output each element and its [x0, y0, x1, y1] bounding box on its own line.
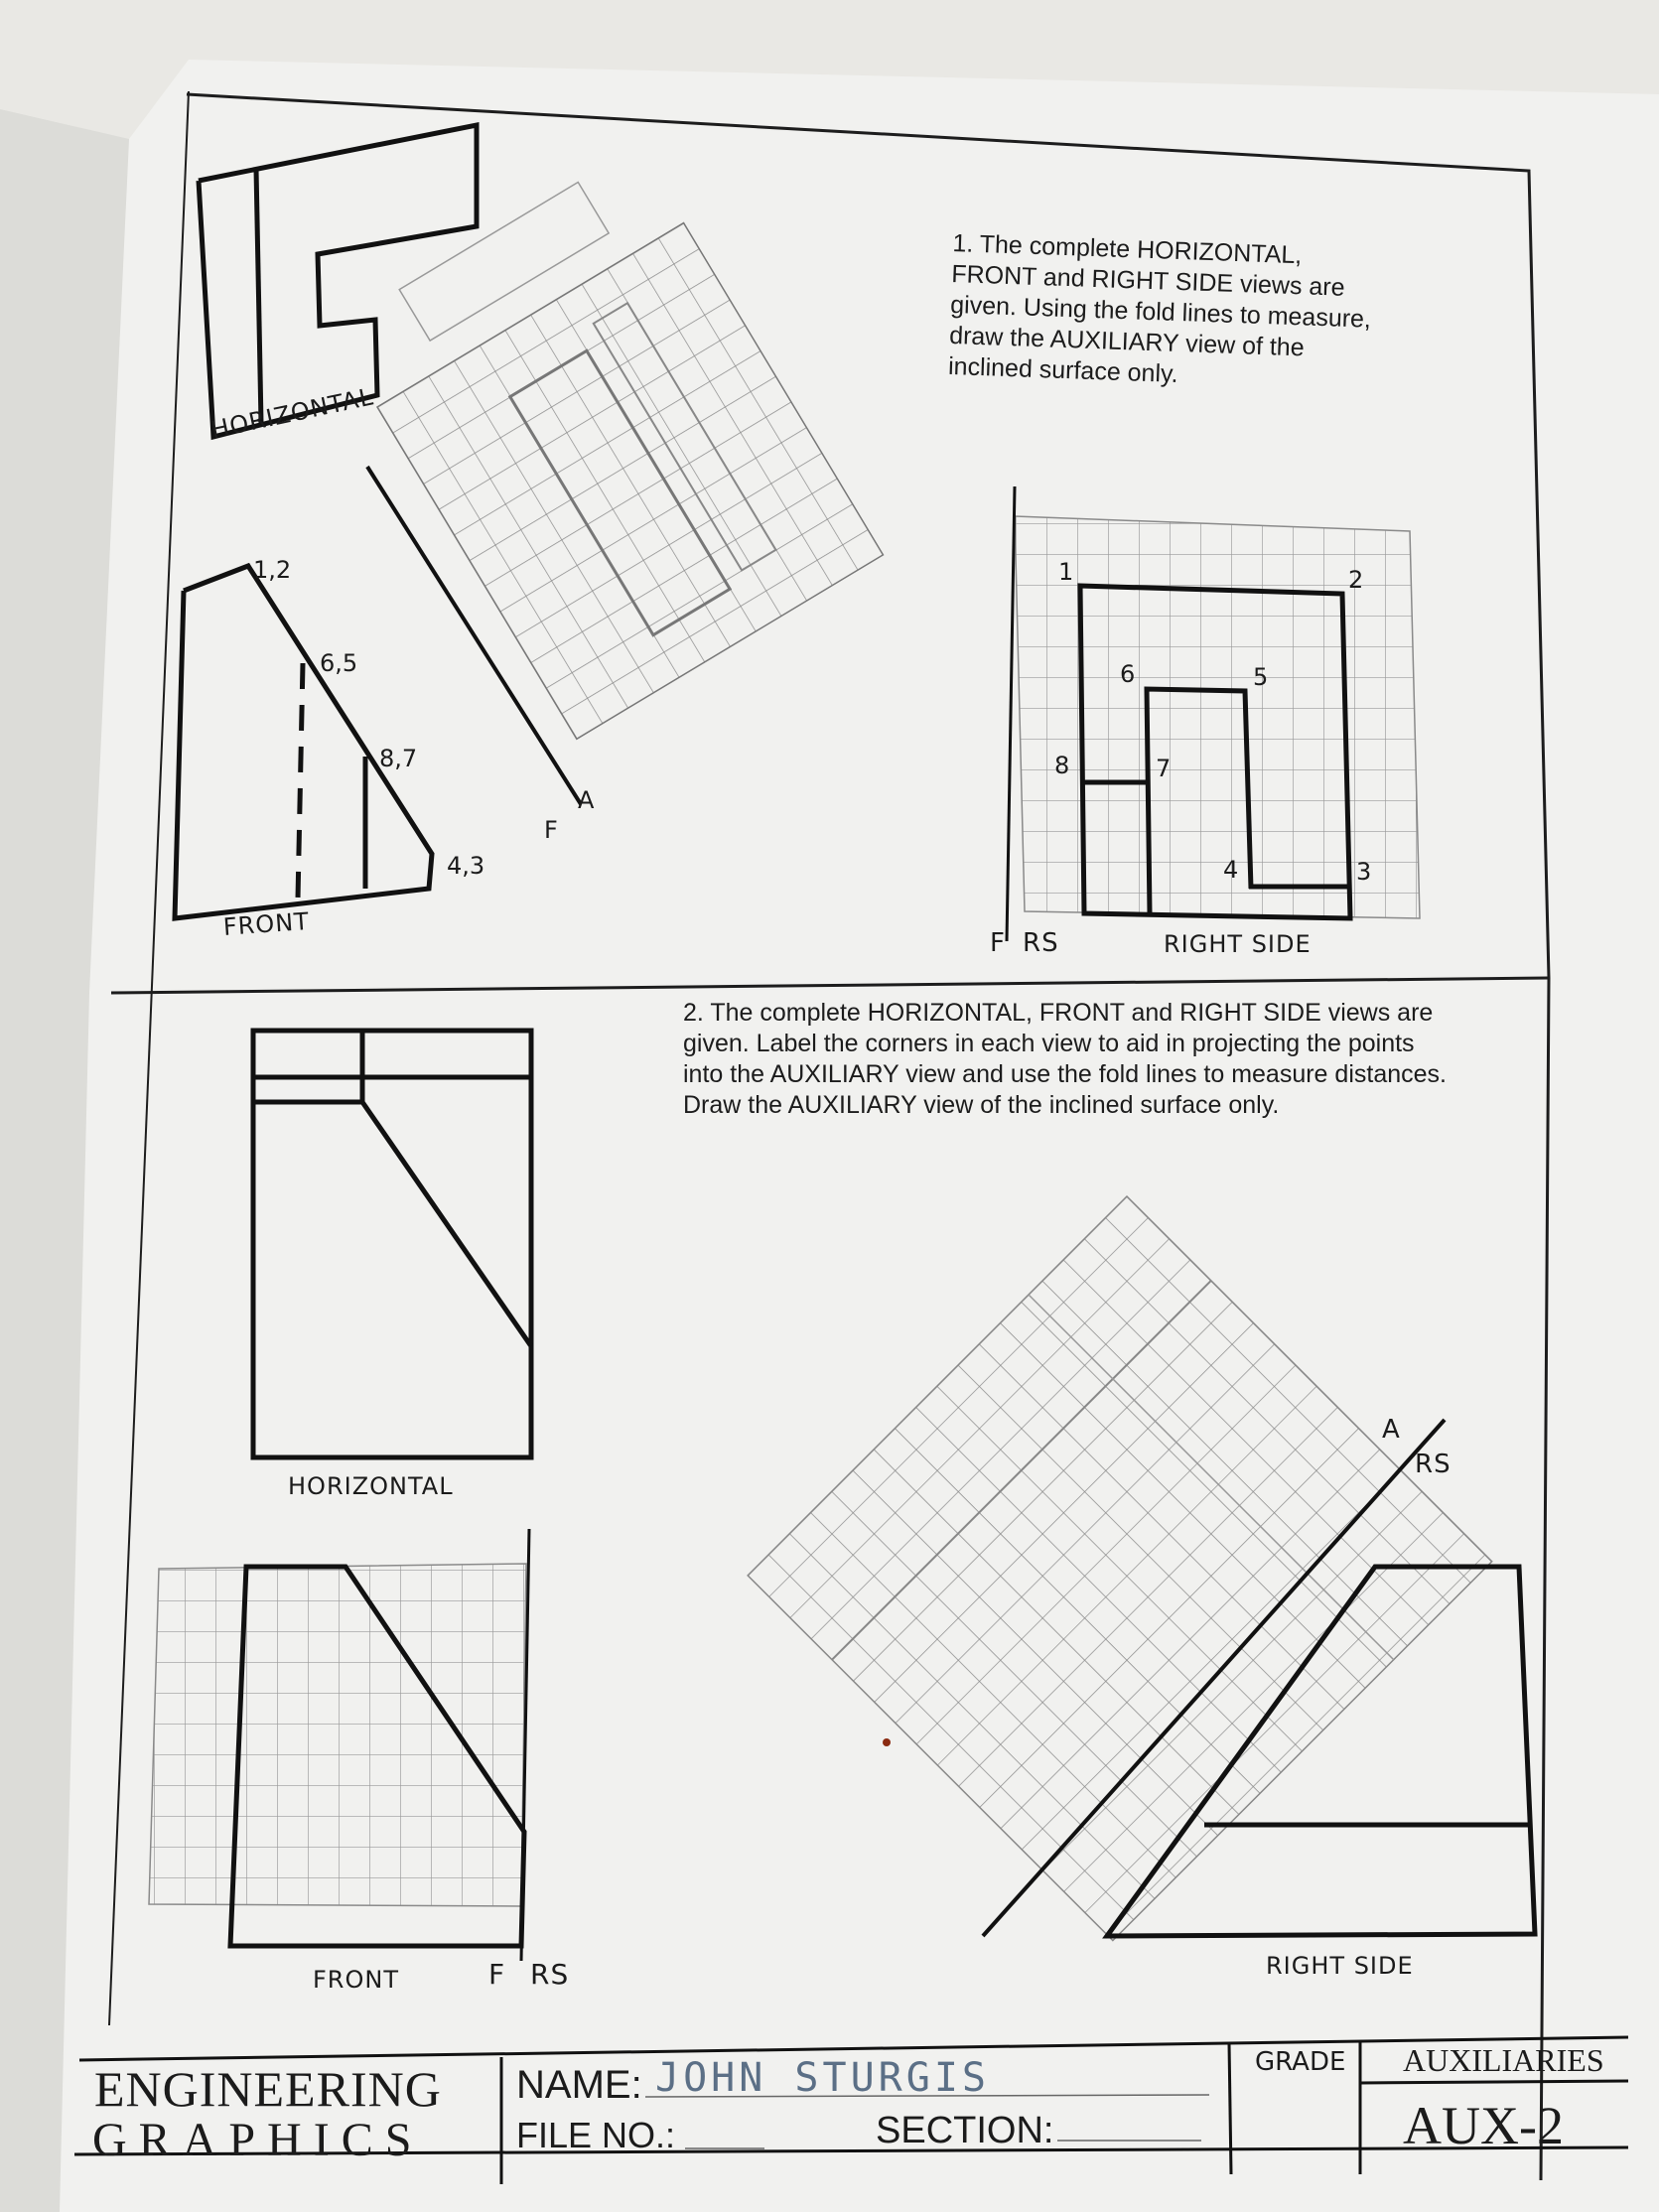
- p2-front-grid: [149, 1564, 526, 1906]
- section-label: SECTION:: [876, 2110, 1054, 2151]
- stain-dot: [883, 1738, 891, 1746]
- p1-rs-point-2: 2: [1348, 566, 1364, 594]
- p1-rs-point-1: 1: [1058, 558, 1074, 586]
- p1-fold-f-label: F: [544, 816, 558, 844]
- p1-point-8-7: 8,7: [379, 745, 418, 772]
- sheet-number: AUX-2: [1403, 2096, 1564, 2155]
- p1-rs-point-3: 3: [1356, 858, 1372, 886]
- p1-instructions: 1. The complete HORIZONTAL, FRONT and RIGHT SIDE views are given. Using the fold lines to measure, draw the AUXILIARY view of the inclined surface only.: [947, 228, 1372, 388]
- p1-front-label: FRONT: [222, 906, 311, 941]
- topic-label: AUXILIARIES: [1403, 2042, 1604, 2078]
- name-label: NAME:: [516, 2063, 642, 2107]
- p1-rs-point-7: 7: [1156, 755, 1172, 782]
- grade-label: GRADE: [1255, 2047, 1346, 2077]
- course-title-line2: GRAPHICS: [92, 2114, 424, 2166]
- name-value[interactable]: JOHN STURGIS: [655, 2055, 990, 2101]
- p2-fold-f-label: F: [488, 1958, 506, 1991]
- file-no-label: FILE NO.:: [516, 2115, 676, 2155]
- p2-fold-a-label: A: [1382, 1415, 1401, 1445]
- p1-fold-a-label: A: [578, 786, 595, 814]
- p1-point-6-5: 6,5: [320, 649, 358, 677]
- p2-front-label: FRONT: [313, 1966, 399, 1994]
- p1-point-4-3: 4,3: [447, 852, 485, 880]
- p1-horizontal-label: HORIZONTAL: [208, 382, 376, 445]
- p1-rs-point-6: 6: [1120, 660, 1136, 688]
- p1-point-1-2: 1,2: [253, 556, 292, 584]
- p1-rs-point-4: 4: [1223, 856, 1239, 884]
- p2-right-side-label: RIGHT SIDE: [1266, 1952, 1414, 1980]
- p1-right-side-label: RIGHT SIDE: [1164, 930, 1312, 958]
- p2-horizontal-label: HORIZONTAL: [288, 1472, 454, 1500]
- course-title-line1: ENGINEERING: [94, 2061, 442, 2117]
- p2-instructions: 2. The complete HORIZONTAL, FRONT and RIGHT SIDE views are given. Label the corners in each view to aid in projecting the points into the AUXILIARY view and use the fold lines to measure distances. Draw the AUXILIARY view of the inclined surface only.: [683, 999, 1447, 1119]
- p1-fold-rs-label: RS: [1023, 928, 1059, 958]
- p2-fold-rs-label: RS: [530, 1958, 570, 1991]
- p2-fold-rs2-label: RS: [1415, 1450, 1452, 1479]
- p1-fold-f2-label: F: [990, 928, 1006, 958]
- p1-rs-point-5: 5: [1253, 663, 1269, 691]
- p1-rs-point-8: 8: [1054, 752, 1070, 779]
